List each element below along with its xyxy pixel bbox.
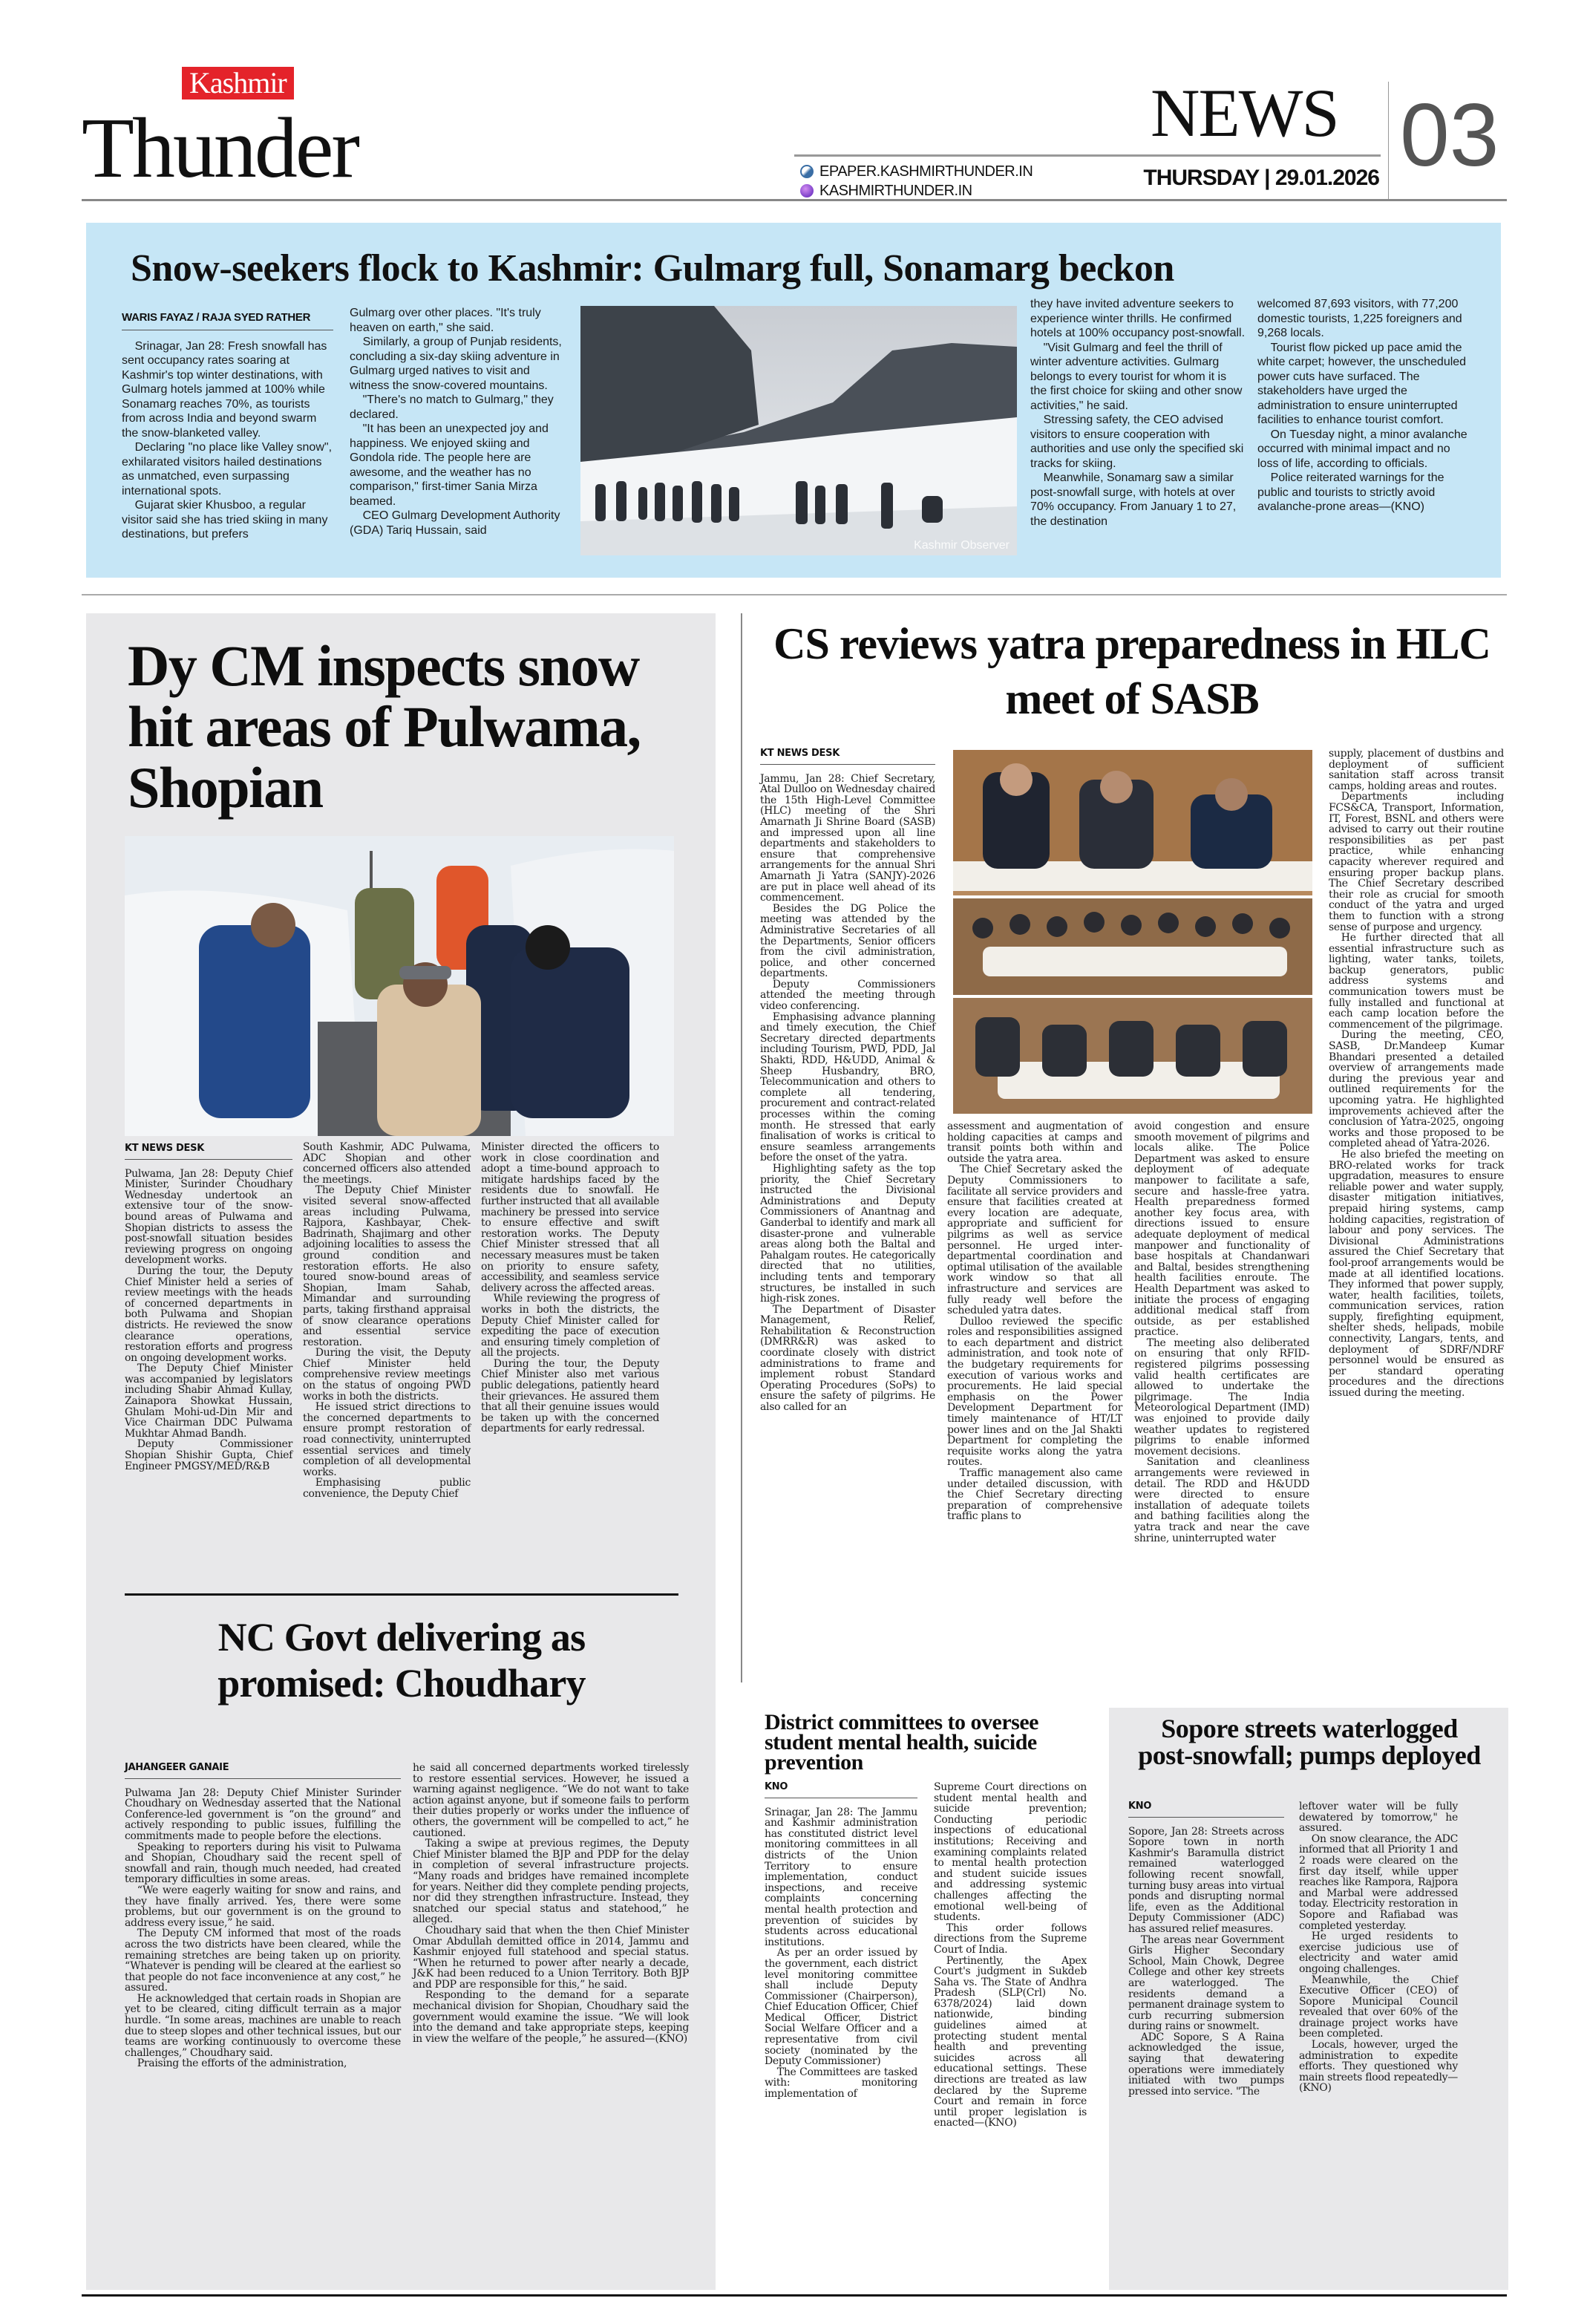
brand-logo[interactable] xyxy=(82,66,468,196)
paragraph: they have invited adventure seekers to experience winter thrills. He confirmed hotels at 100% occupancy post-snowfall. xyxy=(1030,298,1246,339)
dycm-col-3 xyxy=(481,1142,659,1434)
paragraph: supply, placement of dustbins and deployment of sufficient sanitation staff across transit camps, holding areas and routes. xyxy=(1329,748,1504,792)
paragraph: Deputy Commissioners attended the meeting through video conferencing. xyxy=(760,978,935,1013)
sopore-col-1 xyxy=(1128,1801,1284,2097)
paragraph: He urged residents to exercise judicious use of electricity and water amid ongoing challenges. xyxy=(1299,1930,1458,1975)
snow-col-4 xyxy=(1257,297,1473,515)
dateline: THURSDAY | 29.01.2026 xyxy=(1143,166,1379,190)
paragraph: The Chief Secretary asked the Deputy Commissioners to facilitate all service providers and ensure that facilities created at every location are adequate, appropriate and sufficient for pilgrims as well as service personnel. He urged inter-departmental coordination and optimal utilisation of the available work window so that all infrastructure and services are fully ready well before the scheduled yatra dates. xyxy=(947,1163,1122,1317)
paragraph: The Deputy Chief Minister visited several snow-affected areas including Pulwama, Rajpora, Kashbayar, Chek-Badrinath, Shajimarg and other adjoining localities to assess the ground condition and restoration efforts. He also toured snow-bound areas of Shopian, Imam Sahab, Mimandar and surrounding parts, taking firsthand appraisal of snow clearance operations and essential service restoration. xyxy=(303,1184,471,1348)
dycm-byline: KT NEWS DESK xyxy=(125,1143,292,1160)
paragraph: Similarly, a group of Punjab residents, concluding a six-day skiing adventure in Gulmarg urged natives to visit and witness the snow-covered mountains. xyxy=(350,336,562,392)
cs-col-4 xyxy=(1329,748,1504,1399)
brand-main: Thunder xyxy=(82,101,358,196)
paragraph: On snow clearance, the ADC informed that all Priority 1 and 2 roads were cleared on the first day itself, while upper reaches like Rampora, Rajpora and Marbal were addressed today. Electricity restoration in Sopore and Rafiabad was completed yesterday. xyxy=(1299,1832,1458,1932)
snow-seekers-article xyxy=(86,223,1501,578)
paragraph: Dulloo reviewed the specific roles and responsibilities assigned to each department and district administration, and took note of the budgetary requirements for execution of various works and procurements. He laid special emphasis on the Power Development Department for timely maintenance of HT/LT power lines and on the Jal Shakti Department for completing the requisite works along the yatra routes. xyxy=(947,1315,1122,1469)
paragraph: Jammu, Jan 28: Chief Secretary, Atal Dulloo on Wednesday chaired the 15th High-Level Committee (HLC) meeting of the Shri Amarnath Ji Shrine Board (SASB) and impressed upon all line departments and stakeholders to ensure that comprehensive arrangements for the annual Shri Amarnath Ji Yatra (SANJY)-2026 are put in place well ahead of its commencement. xyxy=(760,772,935,904)
paragraph: Pertinently, the Apex Court's judgment in Sukdeb Saha vs. The State of Andhra Pradesh (SLP(Crl) No. 6378/2024) laid down nationwide, binding guidelines aimed at protecting student mental health and preventing suicides across all educational settings. These directions are treated as law declared by the Supreme Court and remain in force until proper legislation is enacted—(KNO) xyxy=(934,1954,1087,2129)
paragraph: Declaring "no place like Valley snow", exhilarated visitors hailed destinations as unmatched, even surpassing international spots. xyxy=(122,441,333,497)
paragraph: “We were eagerly waiting for snow and rains, and they have finally arrived. Yes, there were some problems, but our government is on the ground to address every issue,” he said. xyxy=(125,1884,401,1929)
photo-credit: Kashmir Observer xyxy=(914,539,1010,552)
paragraph: assessment and augmentation of holding capacities at camps and transit points both within and outside the yatra area. xyxy=(947,1120,1122,1165)
paragraph: South Kashmir, ADC Pulwama, ADC Shopian and other concerned officers also attended the meetings. xyxy=(303,1141,471,1186)
paragraph: Srinagar, Jan 28: The Jammu and Kashmir administration has constituted district level monitoring committees in all districts of the Union Territory to ensure implementation, conduct inspections, and receive complaints concerning mental health protection and prevention of suicides by students across educational institutions. xyxy=(765,1806,917,1948)
sopore-col-2 xyxy=(1299,1801,1458,2094)
gulmarg-snow-photo xyxy=(580,306,1017,555)
dycm-photo-image xyxy=(125,836,674,1136)
paragraph: "Visit Gulmarg and feel the thrill of winter adventure activities. Gulmarg belongs to every tourist for whom it is the first choice for skiing and other snow activities," he said. xyxy=(1030,341,1243,412)
dycm-col-1 xyxy=(125,1143,292,1472)
paragraph: Pulwama Jan 28: Deputy Chief Minister Surinder Choudhary on Wednesday asserted that the National Conference-led government is “on the ground” and actively responding to public issues, fulfilling the commitments made to people before the elections. xyxy=(125,1786,401,1842)
paragraph: Besides the DG Police the meeting was attended by the Administrative Secretaries of all the Departments, Senior officers from the civil administration, police, and other concerned departments. xyxy=(760,902,935,980)
day-label: THURSDAY xyxy=(1143,166,1259,190)
dycm-headline: Dy CM inspects snow hit areas of Pulwama, Shopian xyxy=(128,633,641,820)
web-links xyxy=(800,162,1033,200)
paragraph: The areas near Government Girls Higher Secondary School, Main Chowk, Degree College and other key streets are waterlogged. The residents demand a permanent drainage system to curb recurring submersion during rains or snowmelt. xyxy=(1128,1933,1284,2033)
paragraph: Highlighting safety as the top priority, the Chief Secretary instructed the Divisional Administrations and Deputy Commissioners of Anantnag and Ganderbal to identify and mark all disaster-prone and vulnerable areas along both the Baltal and Pahalgam routes. He categorically directed that no utilities, including tents and temporary structures, be installed in such high-risk zones. xyxy=(760,1162,935,1305)
panel-divider xyxy=(125,1593,678,1596)
paragraph: As per an order issued by the government, each district level monitoring committee shall include Deputy Commissioner (Chairperson), Chief Education Officer, Chief Medical Officer, District Social Welfare Officer and a representative from civil society (nominated by the Deputy Commissioner) xyxy=(765,1947,917,2068)
hlc-photo-image xyxy=(953,750,1312,1114)
paragraph: During the meeting, CEO, SASB, Dr.Mandeep Kumar Bhandari presented a detailed overview of arrangements made during the previous year and outlined requirements for the upcoming yatra. He highlighted improvements achieved after the conclusion of Yatra-2025, ongoing works and those proposed to be completed ahead of Yatra-2026. xyxy=(1329,1029,1504,1150)
epaper-icon xyxy=(800,165,814,178)
paragraph: Emphasising advance planning and timely execution, the Chief Secretary directed departments including Tourism, PWD, PDD, Jal Shakti, RDD, H&UDD, Animal & Sheep Husbandry, BRO, Telecommunication and others to complete all tendering, procurement and contract-related processes within the coming month. He stressed that early finalisation of works is critical to ensure seamless arrangements before the onset of the yatra. xyxy=(760,1011,935,1164)
paragraph: Police reiterated warnings for the public and tourists to strictly avoid avalanche-prone areas—(KNO) xyxy=(1257,471,1444,513)
epaper-link-text: EPAPER.KASHMIRTHUNDER.IN xyxy=(819,163,1033,180)
paragraph: welcomed 87,693 visitors, with 77,200 domestic tourists, 1,225 foreigners and 9,268 locals. xyxy=(1257,298,1462,339)
paragraph: Sanitation and cleanliness arrangements were reviewed in detail. The RDD and H&UDD were directed to ensure installation of adequate toilets and bathing facilities along the yatra track and near the cave shrine, uninterrupted water xyxy=(1134,1456,1309,1544)
paragraph: The Deputy CM informed that most of the roads across the two districts have been cleared, while the remaining stretches are being taken up on priority. “Whatever is pending will be cleared at the earliest so that people do not face inconvenience at any cost,” he assured. xyxy=(125,1928,401,1994)
cs-reviews-headline: CS reviews yatra preparedness in HLC meet of SASB xyxy=(773,619,1491,723)
masthead-rule xyxy=(794,154,1381,157)
paragraph: Pulwama, Jan 28: Deputy Chief Minister, Surinder Choudhary Wednesday undertook an extensive tour of the snow-bound areas of Pulwama and Shopian districts to assess the post-snowfall situation besides reviewing progress on ongoing development works. xyxy=(125,1167,292,1267)
hlc-meeting-photo xyxy=(953,750,1312,1114)
column-divider xyxy=(741,613,742,1682)
epaper-link[interactable] xyxy=(800,162,1033,181)
paragraph: Meanwhile, the Chief Executive Officer (CEO) of Sopore Municipal Council revealed that over 60% of the drainage project works have been completed. xyxy=(1299,1974,1458,2040)
section-title: NEWS xyxy=(1151,75,1338,151)
paragraph: Choudhary said that when the then Chief Minister Omar Abdullah demitted office in 2014, Jammu and Kashmir enjoyed full statehood and special status. “When he returned to power after nearly a decade, J&K had been reduced to a Union Territory. Both BJP and PDP are responsible for this,” he said. xyxy=(413,1924,689,1991)
paragraph: The meeting also deliberated on ensuring that only RFID-registered pilgrims possessing valid health certificates are allowed to undertake the pilgrimage. The India Meteorological Department (IMD) was enjoined to provide daily weather updates to registered pilgrims to enable informed movement decisions. xyxy=(1134,1336,1309,1458)
paragraph: Departments including FCS&CA, Transport, Information, IT, Forest, BSNL and others were advised to carry out their routine responsibilities as per past practice, while enhancing capacity wherever required and ensuring proper backup plans. The Chief Secretary described their role as crucial for smooth conduct of the yatra and urged them to function with a strong sense of purpose and urgency. xyxy=(1329,791,1504,933)
paragraph: Meanwhile, Sonamarg saw a similar post-snowfall surge, with hotels at over 70% occupancy. From January 1 to 27, the destination xyxy=(1030,471,1237,528)
district-col-2 xyxy=(934,1782,1087,2129)
paragraph: He further directed that all essential infrastructure such as lighting, water tanks, toilets, backup generators, public address systems and communication towers must be fully installed and functional at each camp location before the commencement of the pilgrimage. xyxy=(1329,932,1504,1031)
paragraph: "There's no match to Gulmarg," they declared. xyxy=(350,394,554,421)
paragraph: Stressing safety, the CEO advised visitors to ensure cooperation with authorities and use only the specified ski tracks for skiing. xyxy=(1030,414,1244,470)
paragraph: Gulmarg over other places. "It's truly heaven on earth," she said. xyxy=(350,307,541,334)
left-panel xyxy=(86,613,716,2290)
paragraph: The Committees are tasked with: monitoring implementation of xyxy=(765,2066,917,2101)
cs-col-3 xyxy=(1134,1121,1309,1544)
website-link-text: KASHMIRTHUNDER.IN xyxy=(819,183,972,199)
paragraph: Responding to the demand for a separate mechanical division for Shopian, Choudhary said the government would examine the issue. “We will look into the demand and take appropriate steps, keeping in view the welfare of the people,” he assured—(KNO) xyxy=(413,1989,689,2045)
nc-col-1 xyxy=(125,1763,401,2069)
globe-icon xyxy=(800,184,814,198)
paragraph: During the visit, the Deputy Chief Minister held comprehensive review meetings on the status of ongoing PWD works in both the districts. xyxy=(303,1347,471,1403)
paragraph: He issued strict directions to the concerned departments to ensure prompt restoration of road connectivity, uninterrupted essential services and timely completion of all developmental works. xyxy=(303,1401,471,1478)
sopore-article xyxy=(1109,1708,1508,2290)
website-link[interactable] xyxy=(800,181,1033,200)
paragraph: avoid congestion and ensure smooth movement of pilgrims and locals alike. The Police Department was asked to ensure deployment of adequate manpower to facilitate a safe, secure and hassle-free yatra. Health preparedness formed another key focus area, with directions issued to ensure adequate deployment of medical manpower and functionality of base hospitals at Chandanwari and Baltal, besides strengthening health facilities enroute. The Health Department was asked to initiate the process of engaging additional medical staff from outside, as per established practice. xyxy=(1134,1120,1309,1339)
snow-seekers-headline: Snow-seekers flock to Kashmir: Gulmarg full, Sonamarg beckon xyxy=(131,247,1174,290)
dycm-inspection-photo xyxy=(125,836,674,1136)
snow-col-1 xyxy=(122,310,333,542)
paragraph: Locals, however, urged the administration to expedite efforts. They questioned why main streets flood repeatedly—(KNO) xyxy=(1299,2039,1458,2095)
paragraph: Supreme Court directions on student mental health and suicide prevention; Conducting periodic inspections of educational institutions; Receiving and examining complaints related to mental health protection and student suicide issues and addressing systemic challenges affecting the emotional well-being of students. xyxy=(934,1781,1087,1924)
sopore-byline: KNO xyxy=(1128,1801,1284,1818)
masthead-bottom-rule xyxy=(82,199,1507,201)
masthead-divider xyxy=(1388,82,1389,200)
masthead xyxy=(82,66,1507,199)
paragraph: CEO Gulmarg Development Authority (GDA) Tariq Hussain, said xyxy=(350,509,560,537)
paragraph: This order follows directions from the Supreme Court of India. xyxy=(934,1922,1087,1956)
paragraph: Emphasising public convenience, the Deputy Chief xyxy=(303,1477,471,1500)
paragraph: Sopore, Jan 28: Streets across Sopore town in north Kashmir's Baramulla district remained waterlogged following recent snowfall, turning busy areas into virtual ponds and disrupting normal life, even as the Additional Deputy Commissioner (ADC) has assured relief measures. xyxy=(1128,1825,1284,1935)
paragraph: Speaking to reporters during his visit to Pulwama and Shopian, Choudhary said the recent spell of snowfall and rain, though much needed, had created temporary difficulties in some areas. xyxy=(125,1841,401,1886)
page-bottom-rule xyxy=(82,2294,1507,2297)
sopore-headline: Sopore streets waterlogged post-snowfall; pumps deployed xyxy=(1138,1714,1481,1770)
paragraph: He also briefed the meeting on BRO-related works for track upgradation, measures to ensure reliable power and water supply, disaster mitigation initiatives, prepaid hiring systems, camp holding capacities, registration of labour and pony services. The Divisional Administrations assured the Chief Secretary that fool-proof arrangements would be made at all identified locations. They informed that power supply, water, health facilities, toilets, communication services, ration supply, firefighting equipment, shelter sheds, helipads, mobile connectivity, Langars, tents, and deployment of SDRF/NDRF personnel would be ensured as per standard operating procedures and the directions issued during the meeting. xyxy=(1329,1148,1504,1400)
paragraph: During the tour, the Deputy Chief Minister held a series of review meetings with the heads of concerned departments in both Pulwama and Shopian districts. He reviewed the snow clearance operations, restoration efforts and progress on ongoing development works. xyxy=(125,1264,292,1364)
gulmarg-photo-image xyxy=(580,306,1017,555)
paragraph: he said all concerned departments worked tirelessly to restore essential services. However, he issued a warning against negligence. “We do not want to take action against anyone, but if someone fails to perform their duties properly or works under the influence of others, the government will be compelled to act,” he cautioned. xyxy=(413,1762,689,1839)
paragraph: While reviewing the progress of works in both the districts, the Deputy Chief Minister called for expediting the pace of execution and ensuring timely completion of all the projects. xyxy=(481,1293,659,1360)
paragraph: Srinagar, Jan 28: Fresh snowfall has sent occupancy rates soaring at Kashmir's top winter destinations, with Gulmarg hotels jammed at 100% while Sonamarg reaches 70%, as tourists from across India and beyond swarm the snow-blanketed valley. xyxy=(122,339,327,440)
paragraph: Praising the efforts of the administration, xyxy=(137,2057,347,2070)
district-col-1 xyxy=(765,1782,917,2100)
nc-col-2 xyxy=(413,1763,689,2044)
paragraph: On Tuesday night, a minor avalanche occurred with minimal impact and no loss of life, according to officials. xyxy=(1257,428,1467,470)
date-label: 29.01.2026 xyxy=(1274,166,1379,190)
paragraph: leftover water will be fully dewatered by tomorrow," he assured. xyxy=(1299,1801,1458,1835)
snow-col-3 xyxy=(1030,297,1246,529)
paragraph: Traffic management also came under detailed discussion, with the Chief Secretary directing preparation of comprehensive traffic plans to xyxy=(947,1467,1122,1523)
paragraph: He acknowledged that certain roads in Shopian are yet to be cleared, citing difficult terrain as a major hurdle. “In some areas, machines are unable to reach due to steep slopes and other technical issues, but our teams are working continuously to overcome these challenges,” Choudhary said. xyxy=(125,1992,401,2059)
cs-byline: KT NEWS DESK xyxy=(760,748,935,765)
cs-col-1 xyxy=(760,748,935,1413)
nc-byline: JAHANGEER GANAIE xyxy=(125,1763,401,1779)
paragraph: "It has been an unexpected joy and happiness. We enjoyed skiing and Gondola ride. The people here are awesome, and the weather has no comparison," first-timer Sania Mirza beamed. xyxy=(350,422,549,508)
brand-top-badge: Kashmir xyxy=(182,67,294,99)
snow-byline: WARIS FAYAZ / RAJA SYED RATHER xyxy=(122,310,333,330)
paragraph: Gujarat skier Khusboo, a regular visitor said she has tried skiing in many destinations, but prefers xyxy=(122,499,328,541)
page-number: 03 xyxy=(1400,85,1499,185)
paragraph: During the tour, the Deputy Chief Minister also met various public delegations, patiently heard their grievances. He assured them that all their genuine issues would be taken up with the concerned departments for early redressal. xyxy=(481,1357,659,1435)
snow-col-2 xyxy=(350,306,565,538)
dycm-col-2 xyxy=(303,1142,471,1500)
paragraph: Tourist flow picked up pace amid the white carpet; however, the unscheduled power cuts have surfaced. The stakeholders have urged the administration to ensure uninterrupted facilities to enhance tourist comfort. xyxy=(1257,341,1467,426)
district-committees-headline: District committees to oversee student mental health, suicide prevention xyxy=(765,1710,1038,1775)
cs-col-2 xyxy=(947,1121,1122,1522)
paragraph: The Deputy Chief Minister was accompanied by legislators including Shabir Ahmad Kullay, Zainapora Showkat Hussain, Ghulam Mohi-ud-Din Mir and Vice Chairman DDC Pulwama Mukhtar Ahmad Bandh. xyxy=(125,1362,292,1440)
nc-govt-headline: NC Govt delivering as promised: Choudhary xyxy=(217,1615,586,1706)
paragraph: Minister directed the officers to work in close coordination and adopt a time-bound approach to mitigate hardships faced by the residents due to snowfall. He further instructed that all available machinery be pressed into service to ensure effective and swift restoration works. The Deputy Chief Minister stressed that all necessary measures must be taken on priority to ensure safety, accessibility, and seamless service delivery across the affected areas. xyxy=(481,1141,659,1294)
paragraph: ADC Sopore, S A Raina acknowledged the issue, saying that dewatering operations were immediately initiated with two pumps pressed into service. "The xyxy=(1128,2031,1284,2098)
paragraph: The Department of Disaster Management, Relief, Rehabilitation & Reconstruction (DMRR&R) was asked to coordinate closely with district administrations to frame and implement robust Standard Operating Procedures (SoPs) to ensure the safety of pilgrims. He also called for an xyxy=(760,1303,935,1414)
paragraph: Deputy Commissioner Shopian Shishir Gupta, Chief Engineer PMGSY/MED/R&B xyxy=(125,1438,292,1472)
section-rule xyxy=(82,594,1507,595)
district-byline: KNO xyxy=(765,1782,917,1798)
paragraph: Taking a swipe at previous regimes, the Deputy Chief Minister blamed the BJP and PDP for the delay in completion of several infrastructure projects. “Many roads and bridges have remained incomplete for years. Neither did they complete pending projects, nor did they strengthen infrastructure. Instead, they snatched our special status and statehood,” he alleged. xyxy=(413,1838,689,1926)
